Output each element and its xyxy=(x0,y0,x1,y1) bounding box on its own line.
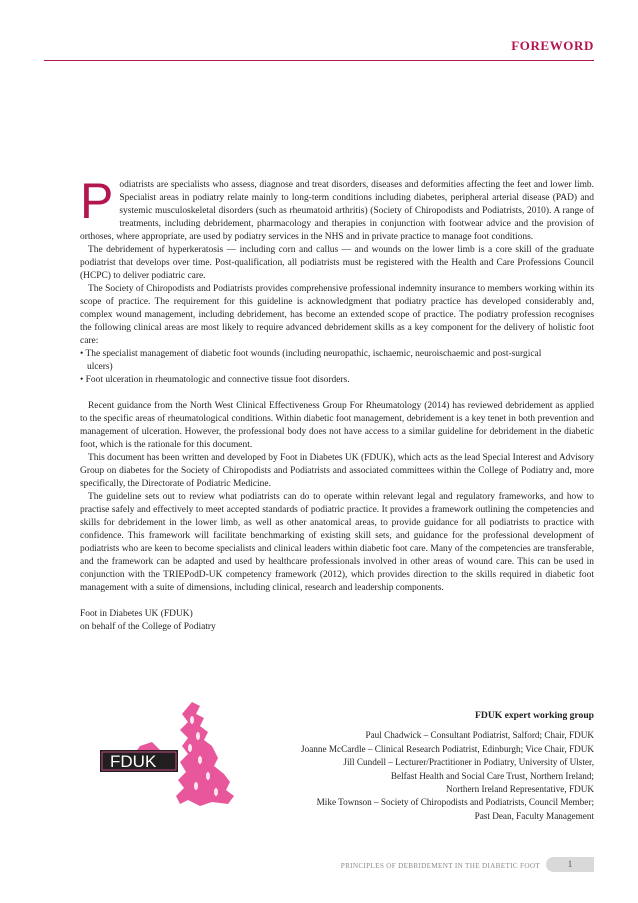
expert-member-line: Paul Chadwick – Consultant Podiatrist, Salford; Chair, FDUK xyxy=(365,730,594,741)
paragraph-debridement: The debridement of hyperkeratosis — including corn and callus — and wounds on the lower limb is a core skill of the graduate podiatrist that develops over time. Post-qualification, all podiatrists must be registered with the Health and Care Professions Council (HCPC) to deliver podiatric care. xyxy=(80,245,594,281)
fduk-logo xyxy=(100,700,250,810)
paragraph-authorship: This document has been written and developed by Foot in Diabetes UK (FDUK), which acts as the lead Special Interest and Advisory Group on diabetes for the Society of Chiropodists and Podiatrists and associated committees within the College of Podiatry and, more specifically, the Directorate of Podiatric Medicine. xyxy=(80,453,594,489)
signature-block xyxy=(80,608,594,634)
spacer xyxy=(80,387,594,400)
paragraph-intro-text: odiatrists are specialists who assess, diagnose and treat disorders, diseases and deformities affecting the feet and lower limb. Specialist areas in podiatry relate mainly to long-term conditions including diabetes, peripheral arterial disease (PAD) and systemic musculoskeletal disorders (such as rheumatoid arthritis) (Society of Chiropodists and Podiatrists, 2010). A range of treatments, including debridement, pharmacology and therapies in conjunction with footwear advice and the provision of orthoses, where appropriate, are used by podiatry services in the NHS and in private practice to manage foot conditions. xyxy=(80,180,594,242)
signature-org: Foot in Diabetes UK (FDUK) xyxy=(80,609,193,619)
expert-member-line: Jill Cundell – Lecturer/Practitioner in Podiatry, University of Ulster, xyxy=(343,757,594,768)
uk-map-shape xyxy=(176,702,234,806)
paragraph-framework: The guideline sets out to review what podiatrists can do to operate within relevant legal and regulatory frameworks, and how to practise safely and effectively to meet accepted standards of podiatric practice. It provides a framework outlining the competencies and skills for debridement in the lower limb, as well as other anatomical areas, to provide guidance for all podiatrists to practice with confidence. This framework will facilitate benchmarking of existing skill sets, and guidance for the professional development of podiatrists who are keen to become specialists and clinical leaders within diabetic foot care. Many of the competencies are transferable, and the framework can be adapted and used by healthcare professionals involved in other areas of wound care. This can be used in conjunction with the TRIEPodD-UK competency framework (2012), which provides direction to the skills required in diabetic foot management with a suite of dimensions, including clinical, research and leadership components. xyxy=(80,492,594,593)
header-divider xyxy=(44,60,594,61)
drop-cap: P xyxy=(80,173,114,229)
expert-group xyxy=(234,709,594,823)
paragraph-indemnity: The Society of Chiropodists and Podiatrists provides comprehensive professional indemnity insurance to members working within its scope of practice. The requirement for this guideline is acknowledgment that podiatry practice has developed considerably and, complex wound management, including debridement, has become an extended scope of practice. The podiatry profession recognises the following clinical areas are most likely to require advanced debridement skills as a key component for the delivery of holistic foot care: xyxy=(80,284,594,346)
signature-behalf: on behalf of the College of Podiatry xyxy=(80,622,216,632)
running-footer: PRINCIPLES OF DEBRIDEMENT IN THE DIABETIC FOOT xyxy=(340,862,540,870)
paragraph-guidance: Recent guidance from the North West Clinical Effectiveness Group For Rheumatology (2014) has reviewed debridement as applied to the specific areas of rheumatological conditions. Within diabetic foot management, debridement is a key tenet in both prevention and management of ulceration. However, the professional body does not have access to a similar guideline for debridement in the diabetic foot, which is the rationale for this document. xyxy=(80,401,594,450)
page-number: 1 xyxy=(546,857,594,872)
expert-member-line: Mike Townson – Society of Chiropodists and Podiatrists, Council Member; xyxy=(316,797,594,808)
bullet-item-continued: ulcers) xyxy=(87,362,113,372)
expert-member-line: Northern Ireland Representative, FDUK xyxy=(446,784,594,795)
paragraph-intro xyxy=(80,173,594,244)
expert-member-line: Past Dean, Faculty Management xyxy=(474,810,594,821)
bullet-item: • Foot ulceration in rheumatologic and connective tissue foot disorders. xyxy=(80,375,350,385)
bullet-item: • The specialist management of diabetic foot wounds (including neuropathic, ischaemic, neuroischaemic and post-surgical xyxy=(80,349,542,359)
logo-text: FDUK xyxy=(110,752,157,771)
page-section-title: FOREWORD xyxy=(511,38,594,53)
expert-member-line: Belfast Health and Social Care Trust, Northern Ireland; xyxy=(390,770,594,781)
expert-member-line: Joanne McCardle – Clinical Research Podiatrist, Edinburgh; Vice Chair, FDUK xyxy=(301,743,594,754)
foreword-body xyxy=(80,173,594,634)
expert-group-title: FDUK expert working group xyxy=(475,710,594,721)
